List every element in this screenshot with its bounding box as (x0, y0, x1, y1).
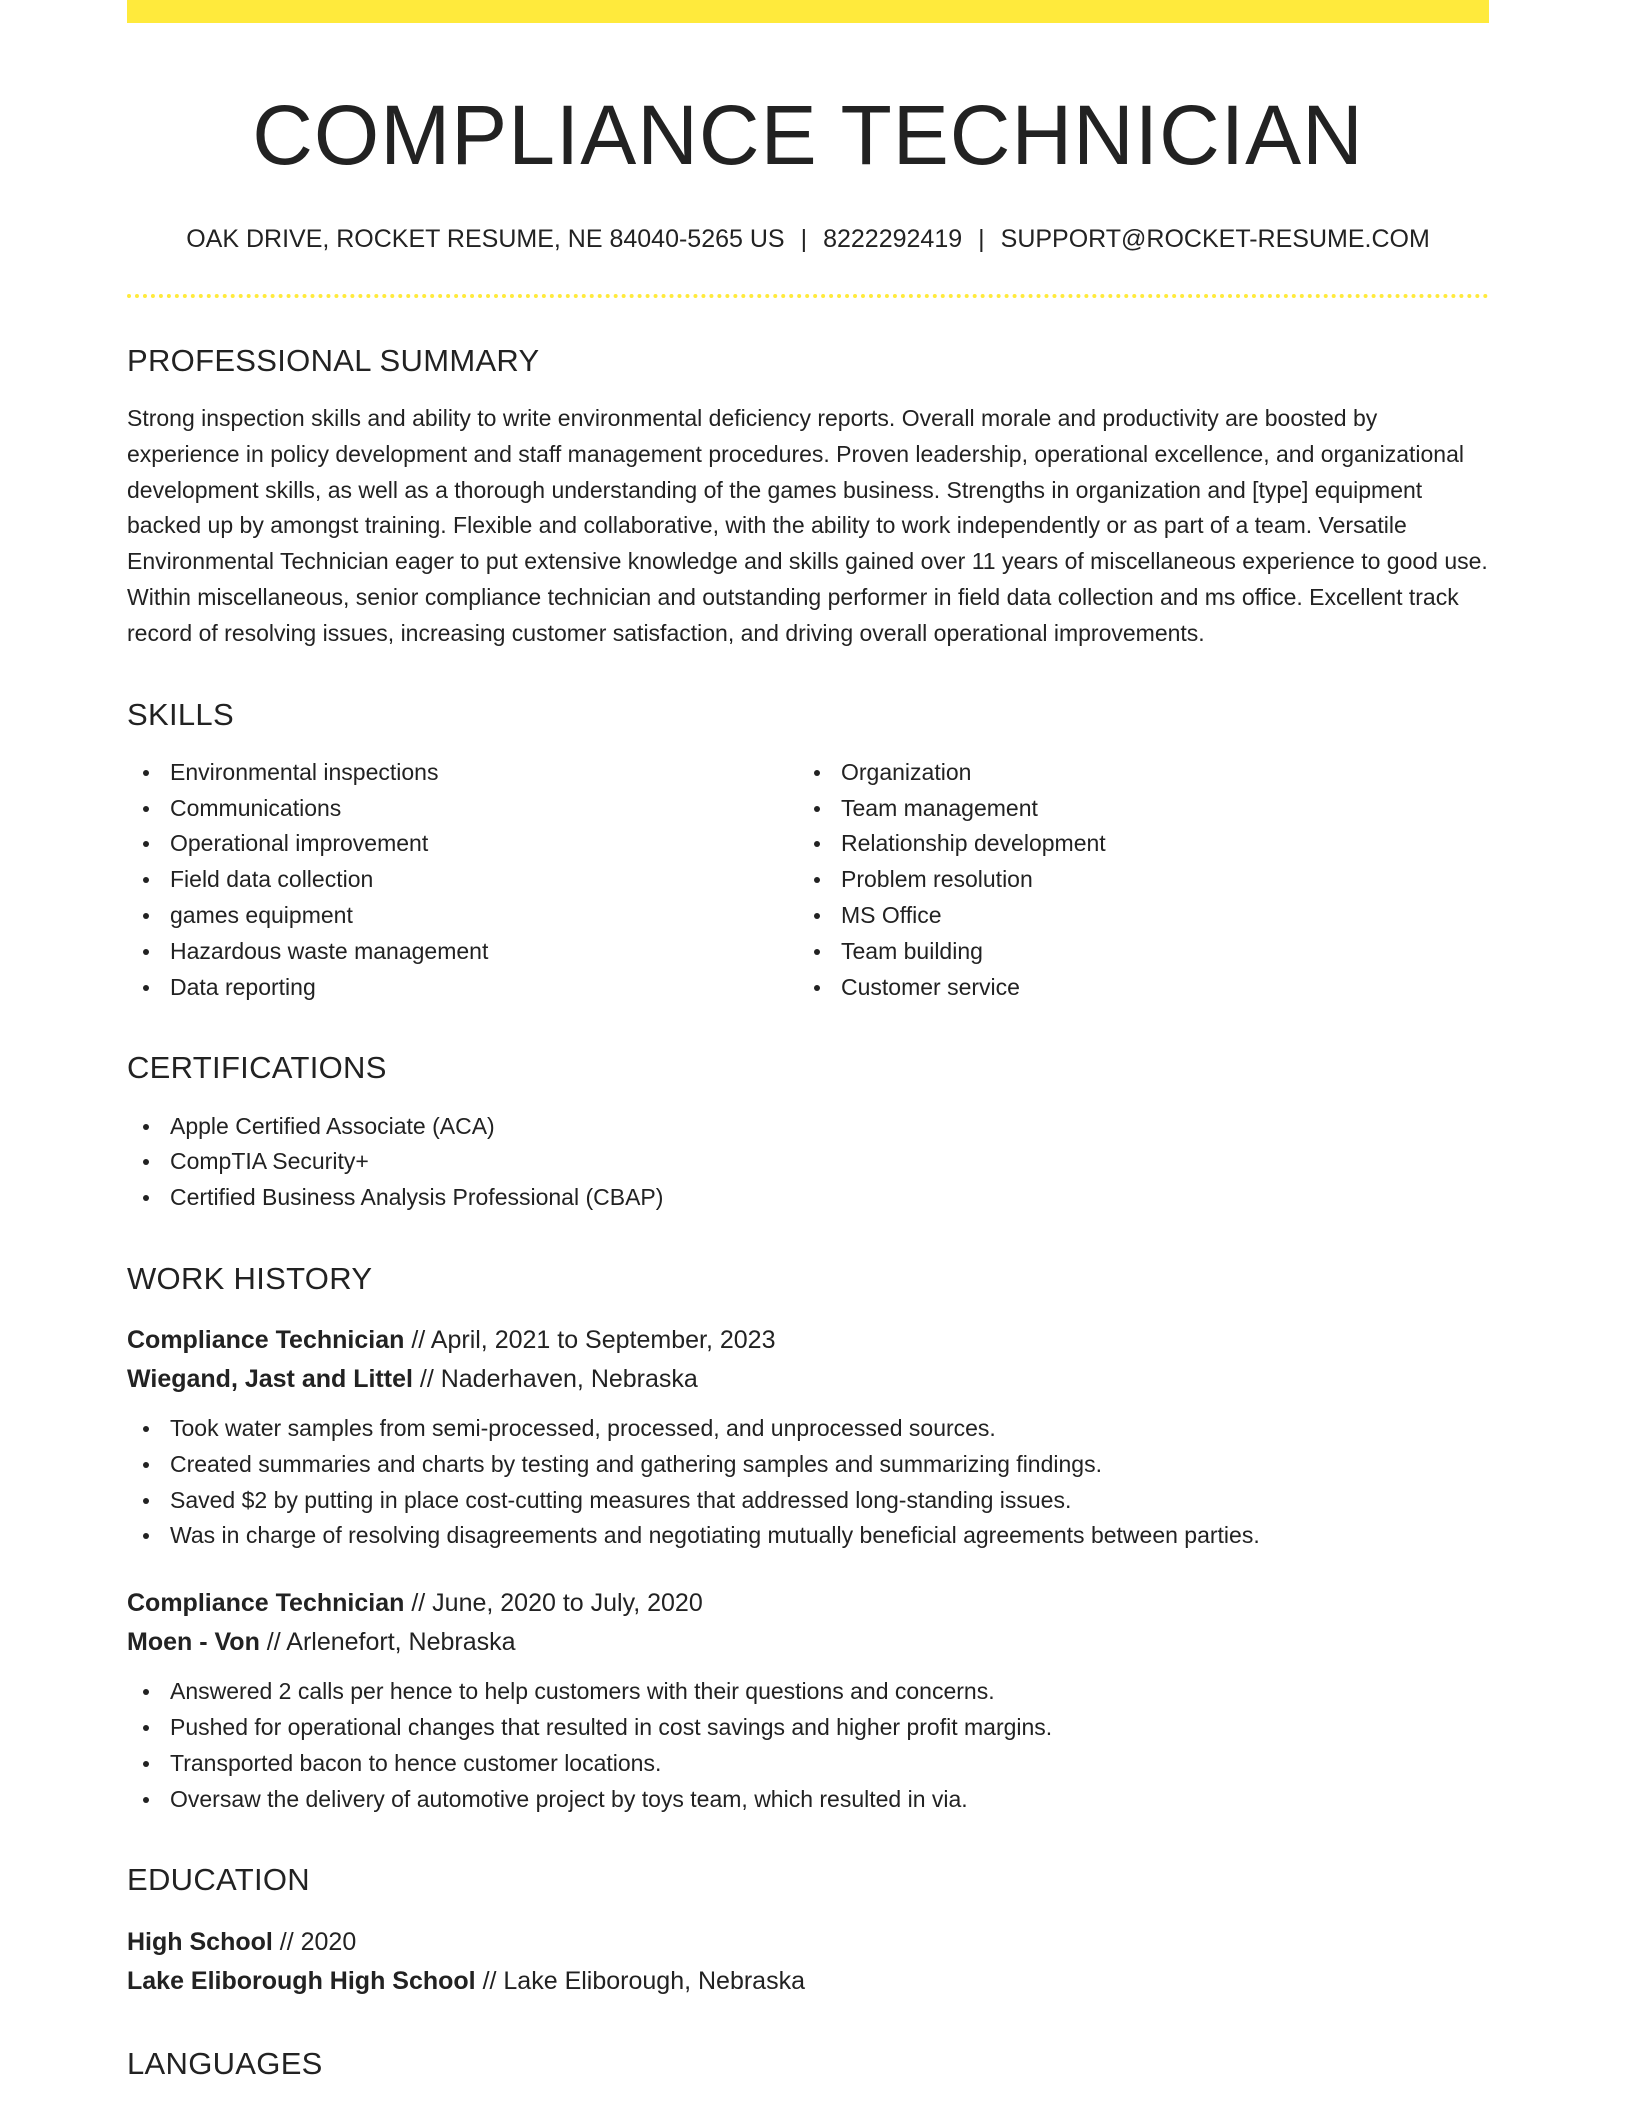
certifications-heading: CERTIFICATIONS (127, 1050, 387, 1086)
skill-item: Communications (127, 791, 798, 827)
skill-item: Hazardous waste management (127, 934, 798, 970)
skill-item: Team building (798, 934, 1469, 970)
contact-separator: | (978, 224, 985, 253)
education-school: Lake Eliborough High School (127, 1966, 476, 1995)
certifications-list (127, 1109, 1489, 1216)
accent-top-bar (127, 0, 1489, 23)
skill-item: Customer service (798, 970, 1469, 1006)
job-entry (127, 1584, 1489, 1817)
skills-list-right (798, 755, 1469, 1006)
resume-name: COMPLIANCE TECHNICIAN (252, 88, 1364, 182)
job-bullets (127, 1411, 1489, 1554)
contact-email: SUPPORT@ROCKET-RESUME.COM (1000, 224, 1430, 253)
certification-item: CompTIA Security+ (127, 1144, 1489, 1180)
contact-separator: | (800, 224, 808, 253)
job-bullet: Was in charge of resolving disagreements and negotiating mutually beneficial agreements between parties. (127, 1518, 1489, 1554)
job-company: Moen - Von (127, 1628, 260, 1657)
job-location: // Arlenefort, Nebraska (259, 1628, 516, 1657)
skills-heading: SKILLS (127, 696, 234, 732)
education-school-line (127, 1962, 1489, 2001)
job-title-line (127, 1584, 1489, 1623)
job-bullet: Pushed for operational changes that resulted in cost savings and higher profit margins. (127, 1710, 1489, 1746)
job-entry (127, 1321, 1489, 1554)
work-history-heading: WORK HISTORY (127, 1260, 373, 1296)
job-company-line (127, 1360, 1489, 1399)
contact-line (127, 224, 1489, 254)
job-title: Compliance Technician (127, 1326, 405, 1355)
skill-item: MS Office (798, 898, 1469, 934)
languages-heading: LANGUAGES (127, 2045, 323, 2081)
skill-item: Relationship development (798, 826, 1469, 862)
education-degree: High School (127, 1927, 273, 1956)
skill-item: Field data collection (127, 862, 798, 898)
job-bullet: Answered 2 calls per hence to help customers with their questions and concerns. (127, 1674, 1489, 1710)
summary-heading: PROFESSIONAL SUMMARY (127, 342, 540, 378)
skill-item: Team management (798, 791, 1469, 827)
job-bullets (127, 1674, 1489, 1817)
education-heading: EDUCATION (127, 1862, 310, 1898)
job-dates: // June, 2020 to July, 2020 (404, 1589, 703, 1618)
certification-item: Certified Business Analysis Professional (CBAP) (127, 1180, 1489, 1216)
job-location: // Naderhaven, Nebraska (412, 1365, 698, 1394)
skill-item: Data reporting (127, 970, 798, 1006)
job-title: Compliance Technician (127, 1589, 405, 1618)
skills-list-left (127, 755, 798, 1006)
skill-item: Organization (798, 755, 1469, 791)
skill-item: games equipment (127, 898, 798, 934)
skills-grid (127, 755, 1489, 1006)
job-bullet: Took water samples from semi-processed, processed, and unprocessed sources. (127, 1411, 1489, 1447)
skill-item: Operational improvement (127, 826, 798, 862)
contact-address: OAK DRIVE, ROCKET RESUME, NE 84040-5265 US (186, 224, 785, 253)
job-company: Wiegand, Jast and Littel (127, 1365, 413, 1394)
education-location: // Lake Eliborough, Nebraska (475, 1966, 805, 1995)
education-degree-line (127, 1923, 1489, 1962)
skill-item: Problem resolution (798, 862, 1469, 898)
skill-item: Environmental inspections (127, 755, 798, 791)
education-entry (127, 1923, 1489, 2001)
job-company-line (127, 1623, 1489, 1662)
job-bullet: Saved $2 by putting in place cost-cutting measures that addressed long-standing issues. (127, 1483, 1489, 1519)
job-bullet: Transported bacon to hence customer locations. (127, 1746, 1489, 1782)
job-bullet: Oversaw the delivery of automotive project by toys team, which resulted in via. (127, 1782, 1489, 1818)
resume-page (127, 0, 1489, 2082)
job-bullet: Created summaries and charts by testing and gathering samples and summarizing findings. (127, 1447, 1489, 1483)
dotted-divider (127, 294, 1489, 298)
certification-item: Apple Certified Associate (ACA) (127, 1109, 1489, 1145)
summary-text: Strong inspection skills and ability to write environmental deficiency reports. Overall morale and productivity are boosted by experience in policy development and staff management procedures. Proven leadership, operational excellence, and organizational development skills, as well as a thorough understanding of the games business. Strengths in organization and [type] equipment backed up by amongst training. Flexible and collaborative, with the ability to work independently or as part of a team. Versatile Environmental Technician eager to put extensive knowledge and skills gained over 11 years of miscellaneous experience to good use. Within miscellaneous, senior compliance technician and outstanding performer in field data collection and ms office. Excellent track record of resolving issues, increasing customer satisfaction, and driving overall operational improvements. (127, 404, 1488, 646)
job-title-line (127, 1321, 1489, 1360)
education-year: // 2020 (272, 1927, 357, 1956)
job-dates: // April, 2021 to September, 2023 (404, 1326, 776, 1355)
contact-phone: 8222292419 (823, 224, 963, 253)
